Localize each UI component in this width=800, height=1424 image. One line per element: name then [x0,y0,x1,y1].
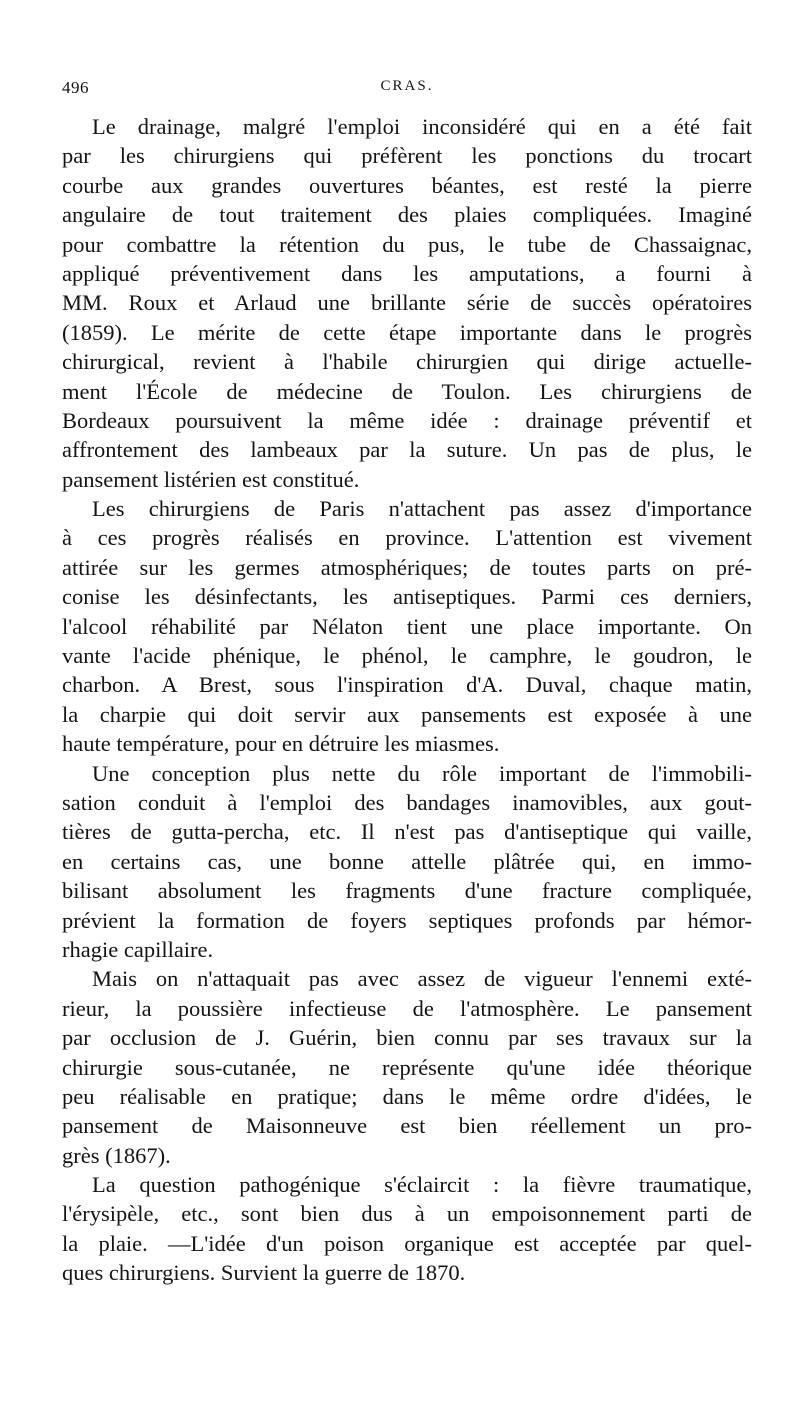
text-line: par occlusion de J. Guérin, bien connu par ses travaux sur la [62,1025,752,1051]
text-line: rieur, la poussière infectieuse de l'atmosphère. Le pansement [62,995,752,1021]
text-line: pansement de Maisonneuve est bien réellement un pro- [62,1113,752,1139]
text-line: MM. Roux et Arlaud une brillante série de succès opératoires [62,290,752,316]
text-line: rhagie capillaire. [62,936,214,962]
running-title: CRAS. [380,78,434,94]
text-line: sation conduit à l'emploi des bandages inamovibles, aux gout- [62,789,752,815]
text-line: La question pathogénique s'éclaircit : la fièvre traumatique, [92,1172,752,1198]
text-line: l'érysipèle, etc., sont bien dus à un empoisonnement parti de [62,1201,752,1227]
text-line: l'alcool réhabilité par Nélaton tient une place importante. On [62,613,752,639]
text-line: en certains cas, une bonne attelle plâtrée qui, en immo- [62,848,752,874]
text-line: appliqué préventivement dans les amputations, a fourni à [62,260,752,286]
text-line: tières de gutta-percha, etc. Il n'est pas d'antiseptique qui vaille, [62,819,752,845]
text-line: par les chirurgiens qui préfèrent les ponctions du trocart [62,143,752,169]
text-line: à ces progrès réalisés en province. L'attention est vivement [62,525,752,551]
body-text [62,112,752,1288]
text-line: charbon. A Brest, sous l'inspiration d'A. Duval, chaque matin, [62,672,752,698]
text-line: haute température, pour en détruire les miasmes. [62,731,500,757]
text-line: ques chirurgiens. Survient la guerre de 1870. [62,1260,466,1286]
text-line: bilisant absolument les fragments d'une fracture compliquée, [62,878,752,904]
text-line: Mais on n'attaquait pas avec assez de vigueur l'ennemi exté- [92,966,752,992]
text-line: pour combattre la rétention du pus, le tube de Chassaignac, [62,231,752,257]
text-line: peu réalisable en pratique; dans le même ordre d'idées, le [62,1083,752,1109]
text-line: affrontement des lambeaux par la suture. Un pas de plus, le [62,437,752,463]
text-line: prévient la formation de foyers septiques profonds par hémor- [62,907,752,933]
text-line: chirurgical, revient à l'habile chirurgien qui dirige actuelle- [62,349,752,375]
running-head [62,78,752,106]
page-number: 496 [62,78,89,97]
text-line: chirurgie sous-cutanée, ne représente qu'une idée théorique [62,1054,752,1080]
text-line: conise les désinfectants, les antiseptiques. Parmi ces derniers, [62,584,752,610]
text-line: la plaie. —L'idée d'un poison organique est acceptée par quel- [62,1230,752,1256]
text-line: la charpie qui doit servir aux pansements est exposée à une [62,701,752,727]
text-line: ment l'École de médecine de Toulon. Les chirurgiens de [62,378,752,404]
text-line: Une conception plus nette du rôle important de l'immobili- [92,760,752,786]
text-line: angulaire de tout traitement des plaies compliquées. Imaginé [62,202,752,228]
text-line: Le drainage, malgré l'emploi inconsidéré qui en a été fait [92,114,752,139]
text-line: Les chirurgiens de Paris n'attachent pas assez d'importance [92,496,752,522]
text-line: courbe aux grandes ouvertures béantes, est resté la pierre [62,172,752,198]
text-line: (1859). Le mérite de cette étape importante dans le progrès [62,319,752,345]
text-line: grès (1867). [62,1142,171,1168]
text-line: attirée sur les germes atmosphériques; de toutes parts on pré- [62,554,752,580]
text-line: Bordeaux poursuivent la même idée : drainage préventif et [62,407,752,433]
text-line: vante l'acide phénique, le phénol, le camphre, le goudron, le [62,643,752,669]
text-line: pansement listérien est constitué. [62,466,360,492]
